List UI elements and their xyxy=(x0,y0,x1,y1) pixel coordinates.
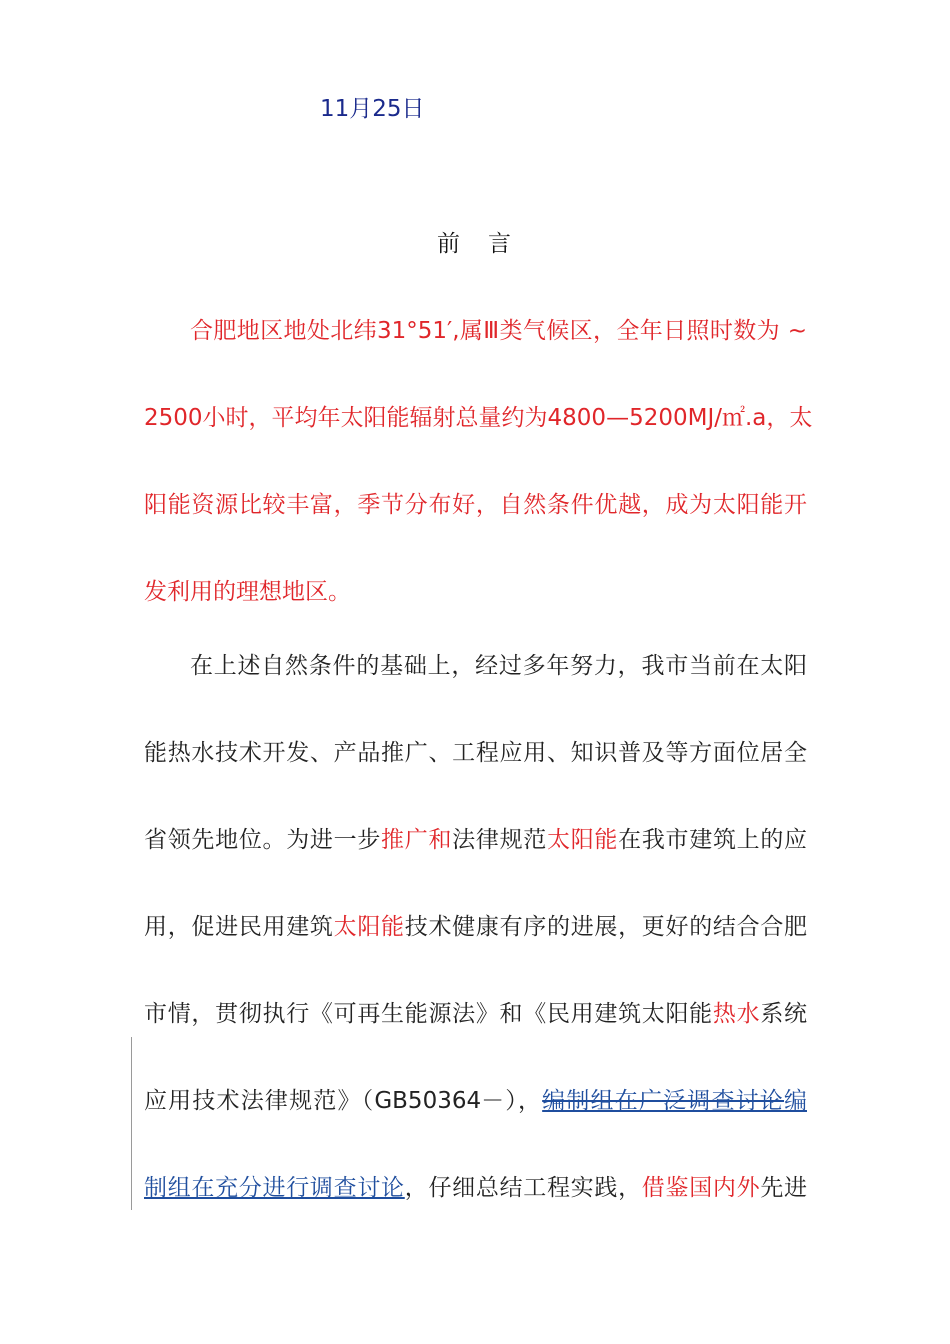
highlight-run: 太阳能 xyxy=(333,914,405,940)
paragraph-1-line-2: 2500小时，平均年太阳能辐射总量约为4800—5200MJ/㎡.a，太 xyxy=(144,405,813,431)
paragraph-2-line-2: 能热水技术开发、产品推广、工程应用、知识普及等方面位居全 xyxy=(144,740,807,766)
paragraph-1-line-3: 阳能资源比较丰富，季节分布好，自然条件优越，成为太阳能开 xyxy=(144,492,807,518)
paragraph-2-line-3 xyxy=(144,825,807,855)
text-run: 系统 xyxy=(760,1001,808,1027)
text-run: 省领先地位。为进一步 xyxy=(144,827,382,853)
paragraph-1-line-4: 发利用的理想地区。 xyxy=(144,579,351,605)
paragraph-2-line-5 xyxy=(144,999,807,1029)
paragraph-2-line-7 xyxy=(144,1173,807,1203)
inserted-revision-run[interactable]: 编 xyxy=(784,1088,807,1114)
text-run: 用，促进民用建筑 xyxy=(144,914,334,940)
paragraph-1-line-1: 合肥地区地处北纬31°51′,属Ⅲ类气候区，全年日照时数为 ~ xyxy=(190,318,807,344)
highlight-run: 推广和 xyxy=(381,827,453,853)
text-run: 技术健康有序的进展，更好的结合合肥 xyxy=(404,914,808,940)
text-run: 法律规范 xyxy=(452,827,547,853)
text-run: 在我市建筑上的应 xyxy=(618,827,808,853)
paragraph-2-line-1: 在上述自然条件的基础上，经过多年努力，我市当前在太阳 xyxy=(190,653,807,679)
preface-heading xyxy=(437,225,513,258)
deleted-revision-run[interactable]: 编制组在广泛调查讨论 xyxy=(542,1088,784,1114)
highlight-run: 热水 xyxy=(712,1001,761,1027)
highlight-run: 借鉴国内外 xyxy=(641,1175,761,1201)
inserted-revision-run[interactable]: 制组在充分进行调查讨论 xyxy=(144,1175,405,1201)
paragraph-2-line-4 xyxy=(144,912,807,942)
paragraph-2-line-6 xyxy=(144,1086,807,1116)
text-run: 应用技术法律规范》（GB50364－）， xyxy=(144,1088,543,1114)
highlight-run: 太阳能 xyxy=(547,827,619,853)
preface-heading-char-1: 前 xyxy=(437,231,462,257)
text-run: 先进 xyxy=(760,1175,808,1201)
preface-heading-char-2: 言 xyxy=(488,231,513,257)
text-run: ，仔细总结工程实践， xyxy=(404,1175,642,1201)
text-run: 市情，贯彻执行《可再生能源法》和《民用建筑太阳能 xyxy=(144,1001,713,1027)
document-date: 11月25日 xyxy=(320,96,425,122)
revision-change-bar xyxy=(131,1037,132,1210)
